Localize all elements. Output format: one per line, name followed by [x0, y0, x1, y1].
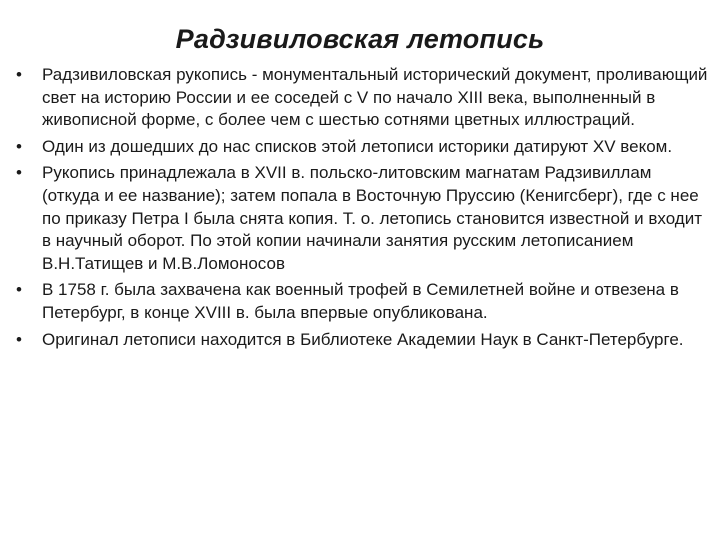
- bullet-item: [16, 162, 708, 275]
- bullet-text: Оригинал летописи находится в Библиотеке Академии Наук в Санкт-Петербурге.: [42, 329, 684, 349]
- bullet-item: [16, 279, 708, 324]
- bullet-item: [16, 136, 708, 159]
- bullet-icon: •: [16, 163, 22, 183]
- bullet-icon: •: [16, 329, 22, 349]
- bullet-text: Один из дошедших до нас списков этой летописи историки датируют XV веком.: [42, 136, 673, 156]
- slide-title: Радзивиловская летопись: [175, 24, 545, 54]
- bullet-icon: •: [16, 136, 22, 156]
- bullet-icon: •: [16, 65, 22, 84]
- bullet-text: В 1758 г. была захвачена как военный трофей в Семилетней войне и отвезена в Петербург, в конце XVIII в. была впервые опубликована.: [42, 280, 679, 322]
- bullet-text: Радзивиловская рукопись - монументальный исторический документ, проливающий свет на историю России и ее соседей с V по начало XIII века, выполненный в живописной форме, с более чем с шестью сотнями цветных иллюстраций.: [42, 65, 708, 130]
- bullet-icon: •: [16, 280, 22, 300]
- bullet-item: [16, 329, 708, 352]
- bullet-item: [16, 64, 708, 132]
- bullet-text: Рукопись принадлежала в XVII в. польско-литовским магнатам Радзивиллам (откуда и ее название); затем попала в Восточную Пруссию (Кенигсберг), где с нее по приказу Петра I была снята копия. Т. о. летопись становится известной и входит в научный оборот. По этой копии начинали занятия русским летописанием В.Н.Татищев и М.В.Ломоносов: [42, 163, 702, 273]
- bullet-list: [16, 64, 708, 355]
